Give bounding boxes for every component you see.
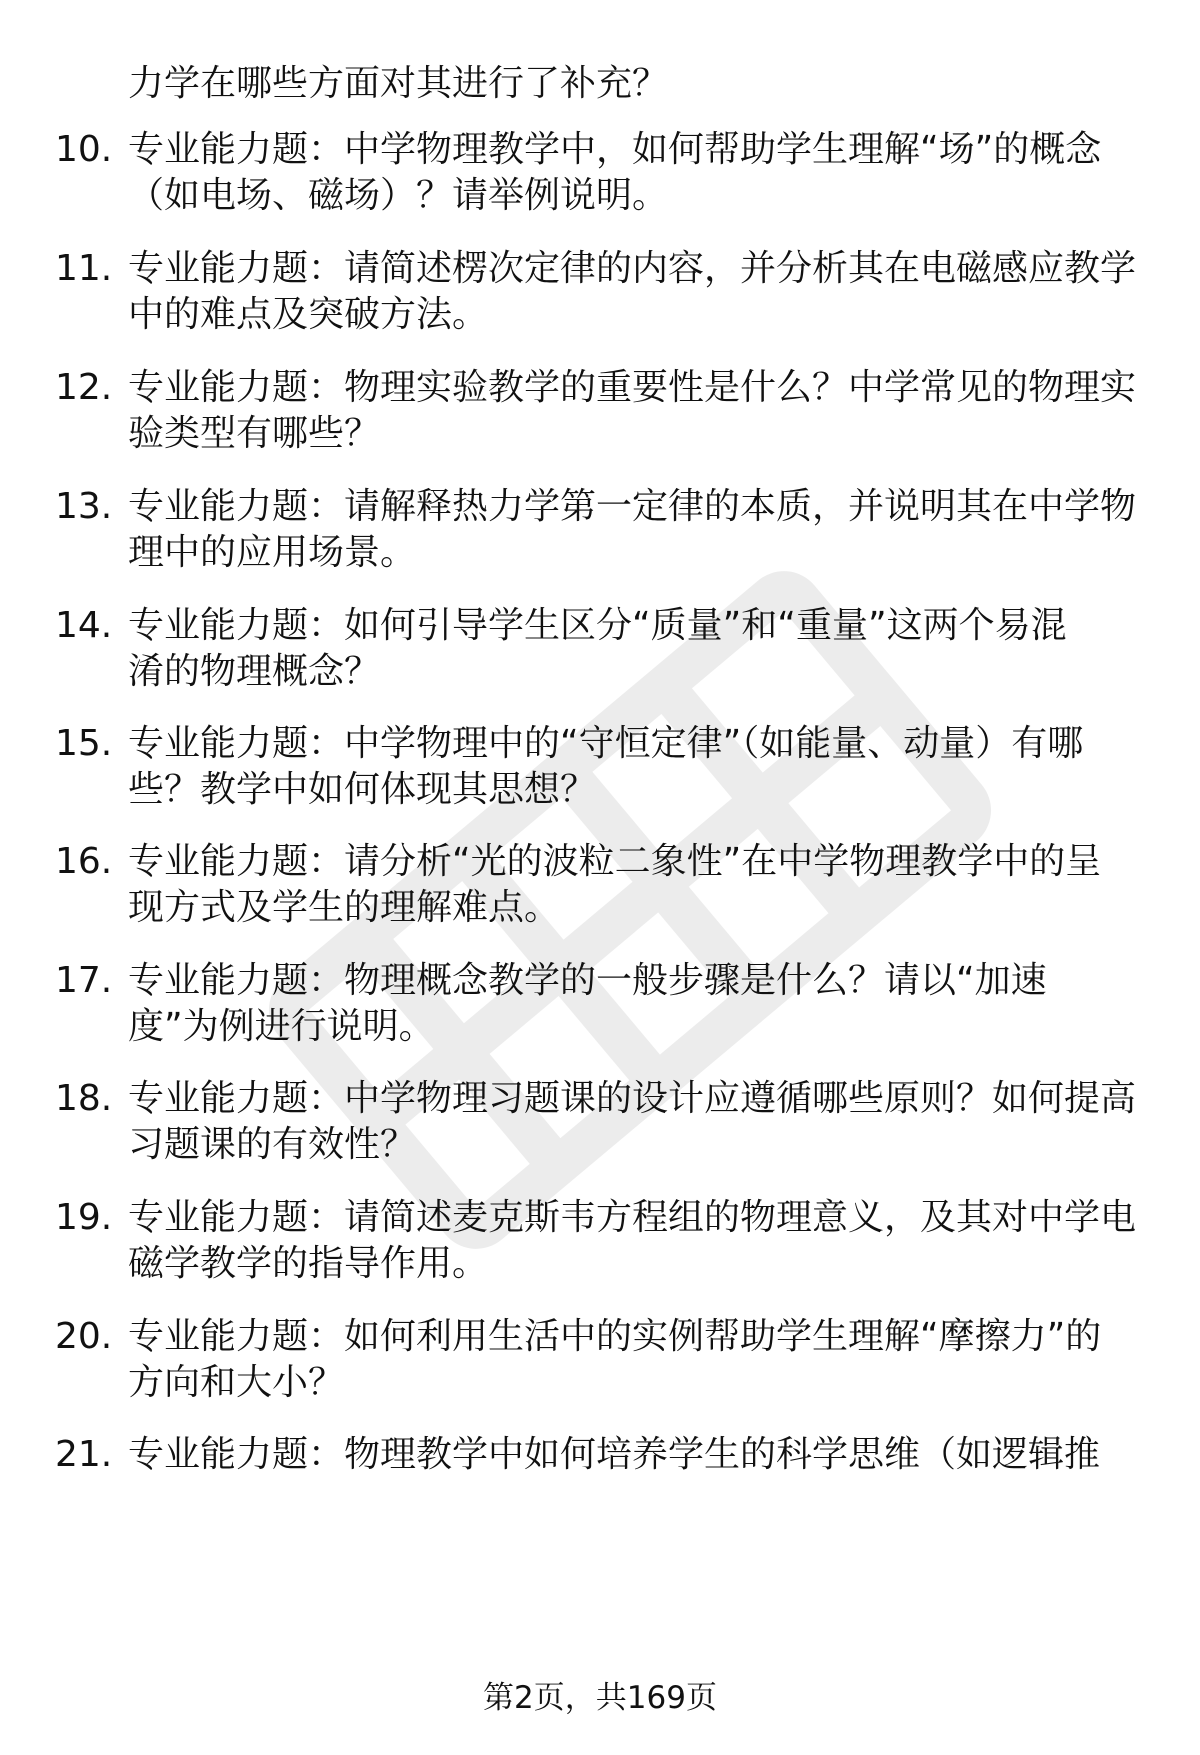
question-number: 16. <box>55 841 113 882</box>
question-number: 10. <box>55 129 113 170</box>
question-text-line: 淆的物理概念？ <box>128 651 381 692</box>
question-text-line: 些？教学中如何体现其思想？ <box>128 769 597 810</box>
question-text-line: （如电场、磁场）？请举例说明。 <box>128 175 669 216</box>
question-number: 20. <box>55 1316 113 1357</box>
question-text-line: 中的难点及突破方法。 <box>128 294 489 335</box>
question-text-line: 专业能力题：请简述麦克斯韦方程组的物理意义，及其对中学电 <box>128 1197 1137 1238</box>
question-text-line: 度”为例进行说明。 <box>128 1006 435 1047</box>
page-number-label: 第2页，共169页 <box>483 1680 717 1716</box>
question-text-line: 现方式及学生的理解难点。 <box>128 887 561 928</box>
question-number: 19. <box>55 1197 113 1238</box>
question-number: 11. <box>55 248 113 289</box>
question-number: 13. <box>55 486 113 527</box>
question-number: 18. <box>55 1078 113 1119</box>
question-number: 21. <box>55 1434 113 1475</box>
question-number: 14. <box>55 605 113 646</box>
question-text-line: 验类型有哪些？ <box>128 413 381 454</box>
question-text-line: 专业能力题：中学物理习题课的设计应遵循哪些原则？如何提高 <box>128 1078 1137 1119</box>
question-text-line: 专业能力题：请简述楞次定律的内容，并分析其在电磁感应教学 <box>128 248 1137 289</box>
question-text-line: 理中的应用场景。 <box>128 532 417 573</box>
question-text-line: 专业能力题：如何利用生活中的实例帮助学生理解“摩擦力”的 <box>128 1316 1102 1357</box>
question-text-line: 专业能力题：物理教学中如何培养学生的科学思维（如逻辑推 <box>128 1434 1101 1475</box>
continued-question-text: 力学在哪些方面对其进行了补充？ <box>128 63 669 104</box>
question-text-line: 专业能力题：请解释热力学第一定律的本质，并说明其在中学物 <box>128 486 1137 527</box>
question-text-line: 专业能力题：中学物理中的“守恒定律”（如能量、动量）有哪 <box>128 723 1084 764</box>
question-number: 15. <box>55 723 113 764</box>
question-text-line: 方向和大小？ <box>128 1362 345 1403</box>
question-number: 12. <box>55 367 113 408</box>
question-text-line: 专业能力题：物理实验教学的重要性是什么？中学常见的物理实 <box>128 367 1137 408</box>
question-text-line: 专业能力题：物理概念教学的一般步骤是什么？请以“加速 <box>128 960 1047 1001</box>
question-text-line: 专业能力题：请分析“光的波粒二象性”在中学物理教学中的呈 <box>128 841 1102 882</box>
question-text-line: 磁学教学的指导作用。 <box>128 1243 489 1284</box>
question-text-line: 专业能力题：中学物理教学中，如何帮助学生理解“场”的概念 <box>128 129 1102 170</box>
question-text-line: 习题课的有效性？ <box>128 1124 417 1165</box>
question-number: 17. <box>55 960 113 1001</box>
page-footer <box>0 1678 1200 1718</box>
question-text-line: 专业能力题：如何引导学生区分“质量”和“重量”这两个易混 <box>128 605 1067 646</box>
